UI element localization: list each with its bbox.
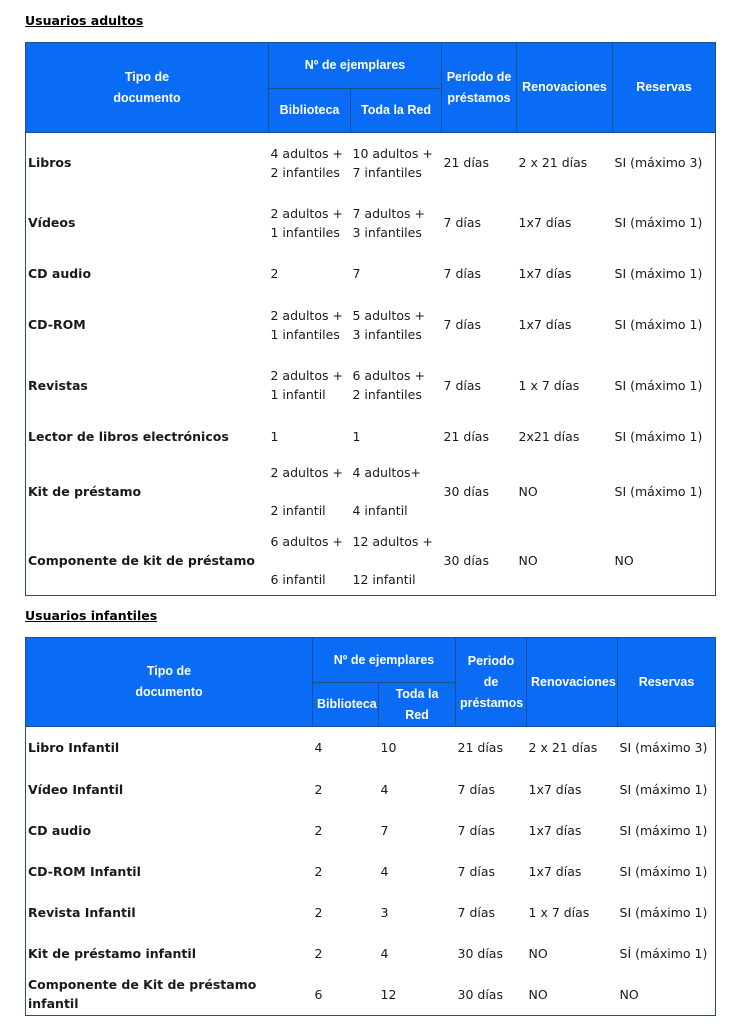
header-library: Biblioteca — [269, 89, 351, 133]
cell-reservations: NO — [619, 986, 639, 1002]
cell-type: Kit de préstamo infantil — [28, 945, 196, 961]
cell-type: CD audio — [28, 266, 92, 282]
cell-reservations: SI (máximo 1) — [614, 215, 703, 231]
cell-network: 10 adultos + 7 infantiles — [352, 145, 433, 180]
cell-library: 4 adultos + 2 infantiles — [270, 145, 343, 180]
cell-renewals: 2x21 días — [518, 428, 580, 444]
cell-type: Revistas — [28, 377, 88, 393]
cell-library: 2 — [314, 945, 323, 961]
cell-period: 7 días — [443, 317, 482, 333]
table-row — [26, 355, 716, 415]
header-copies: Nº de ejemplares — [269, 43, 442, 89]
cell-period: 7 días — [443, 377, 482, 393]
cell-reservations: SÍ (máximo 1) — [619, 945, 708, 961]
cell-library: 2 — [270, 266, 279, 282]
cell-library: 6 — [314, 986, 323, 1002]
cell-network: 1 — [352, 428, 361, 444]
cell-renewals: NO — [528, 945, 548, 961]
cell-reservations: SI (máximo 1) — [614, 317, 703, 333]
cell-reservations: SI (máximo 1) — [619, 904, 708, 920]
cell-reservations: SI (máximo 1) — [619, 863, 708, 879]
cell-library: 2 — [314, 781, 323, 797]
header-renewals: Renovaciones — [527, 638, 618, 727]
header-document-type: Tipo de documento — [26, 638, 313, 727]
table-row — [26, 974, 716, 1016]
table-row — [26, 415, 716, 457]
cell-period: 21 días — [457, 740, 503, 756]
cell-library: 2 — [314, 822, 323, 838]
cell-network: 5 adultos + 3 infantiles — [352, 307, 425, 342]
cell-network: 12 adultos + 12 infantil — [352, 533, 433, 587]
cell-reservations: NO — [614, 552, 634, 568]
cell-renewals: NO — [528, 986, 548, 1002]
cell-type: CD-ROM Infantil — [28, 863, 141, 879]
table-row — [26, 851, 716, 892]
adults-table-body — [26, 133, 716, 596]
header-network: Toda la Red — [379, 683, 456, 727]
cell-library: 2 — [314, 904, 323, 920]
cell-type: Libros — [28, 155, 72, 171]
cell-reservations: SI (máximo 1) — [614, 266, 703, 282]
cell-library: 6 adultos + 6 infantil — [270, 533, 343, 587]
cell-library: 4 — [314, 740, 323, 756]
cell-reservations: SI (máximo 1) — [619, 822, 708, 838]
cell-network: 12 — [380, 986, 397, 1002]
cell-reservations: SI (máximo 1) — [619, 781, 708, 797]
cell-network: 7 — [352, 266, 361, 282]
table-row — [26, 253, 716, 295]
cell-period: 7 días — [457, 904, 496, 920]
table-row — [26, 525, 716, 595]
children-loan-table — [25, 637, 716, 1016]
cell-type: Lector de libros electrónicos — [28, 428, 229, 444]
cell-type: Kit de préstamo — [28, 483, 142, 499]
header-network: Toda la Red — [351, 89, 442, 133]
cell-period: 7 días — [457, 863, 496, 879]
table-row — [26, 892, 716, 933]
table-row — [26, 457, 716, 525]
cell-network: 10 — [380, 740, 397, 756]
cell-renewals: NO — [518, 483, 538, 499]
cell-network: 4 — [380, 863, 389, 879]
cell-renewals: 1x7 días — [518, 317, 572, 333]
header-document-type: Tipo de documento — [26, 43, 269, 133]
cell-network: 7 adultos + 3 infantiles — [352, 205, 425, 240]
cell-renewals: 2 x 21 días — [518, 155, 588, 171]
cell-period: 21 días — [443, 155, 489, 171]
cell-period: 21 días — [443, 428, 489, 444]
table-row — [26, 727, 716, 769]
cell-type: CD audio — [28, 822, 92, 838]
cell-renewals: 1x7 días — [518, 215, 572, 231]
table-row — [26, 933, 716, 974]
cell-period: 7 días — [443, 215, 482, 231]
cell-renewals: 2 x 21 días — [528, 740, 598, 756]
cell-library: 2 adultos + 1 infantiles — [270, 205, 343, 240]
cell-library: 2 adultos + 2 infantil — [270, 464, 343, 518]
cell-renewals: 1 x 7 días — [528, 904, 590, 920]
header-loan-period: Periodo de préstamos — [456, 638, 527, 727]
section-title-adults: Usuarios adultos — [25, 13, 144, 28]
header-reservations: Reservas — [613, 43, 716, 133]
cell-network: 7 — [380, 822, 389, 838]
table-row — [26, 769, 716, 810]
cell-renewals: 1x7 días — [528, 863, 582, 879]
cell-reservations: SI (máximo 1) — [614, 377, 703, 393]
header-copies: Nº de ejemplares — [313, 638, 456, 683]
cell-type: Revista Infantil — [28, 904, 136, 920]
children-table-body — [26, 727, 716, 1016]
cell-type: Vídeos — [28, 215, 76, 231]
cell-renewals: 1 x 7 días — [518, 377, 580, 393]
cell-library: 1 — [270, 428, 279, 444]
cell-period: 30 días — [443, 483, 489, 499]
cell-renewals: 1x7 días — [528, 781, 582, 797]
cell-type: Vídeo Infantil — [28, 781, 124, 797]
cell-type: Componente de Kit de préstamo infantil — [28, 977, 257, 1012]
header-reservations: Reservas — [618, 638, 716, 727]
cell-network: 4 — [380, 781, 389, 797]
table-row — [26, 295, 716, 355]
cell-reservations: SI (máximo 1) — [614, 428, 703, 444]
cell-reservations: SI (máximo 3) — [614, 155, 703, 171]
cell-library: 2 adultos + 1 infantiles — [270, 307, 343, 342]
cell-period: 30 días — [457, 986, 503, 1002]
header-renewals: Renovaciones — [517, 43, 613, 133]
cell-library: 2 — [314, 863, 323, 879]
cell-period: 7 días — [457, 781, 496, 797]
cell-type: Libro Infantil — [28, 740, 120, 756]
table-row — [26, 810, 716, 851]
cell-library: 2 adultos + 1 infantil — [270, 368, 343, 403]
cell-network: 3 — [380, 904, 389, 920]
cell-renewals: 1x7 días — [518, 266, 572, 282]
cell-period: 7 días — [443, 266, 482, 282]
adults-loan-table — [25, 42, 716, 596]
cell-network: 4 — [380, 945, 389, 961]
cell-network: 4 adultos+ 4 infantil — [352, 464, 421, 518]
cell-period: 7 días — [457, 822, 496, 838]
cell-network: 6 adultos + 2 infantiles — [352, 368, 425, 403]
cell-renewals: NO — [518, 552, 538, 568]
header-library: Biblioteca — [313, 683, 379, 727]
cell-reservations: SI (máximo 1) — [614, 483, 703, 499]
table-row — [26, 133, 716, 193]
cell-renewals: 1x7 días — [528, 822, 582, 838]
cell-period: 30 días — [443, 552, 489, 568]
cell-reservations: SI (máximo 3) — [619, 740, 708, 756]
section-title-children: Usuarios infantiles — [25, 608, 158, 623]
header-loan-period: Período de préstamos — [442, 43, 517, 133]
cell-type: Componente de kit de préstamo — [28, 552, 255, 568]
cell-type: CD-ROM — [28, 317, 86, 333]
cell-period: 30 días — [457, 945, 503, 961]
table-row — [26, 193, 716, 253]
